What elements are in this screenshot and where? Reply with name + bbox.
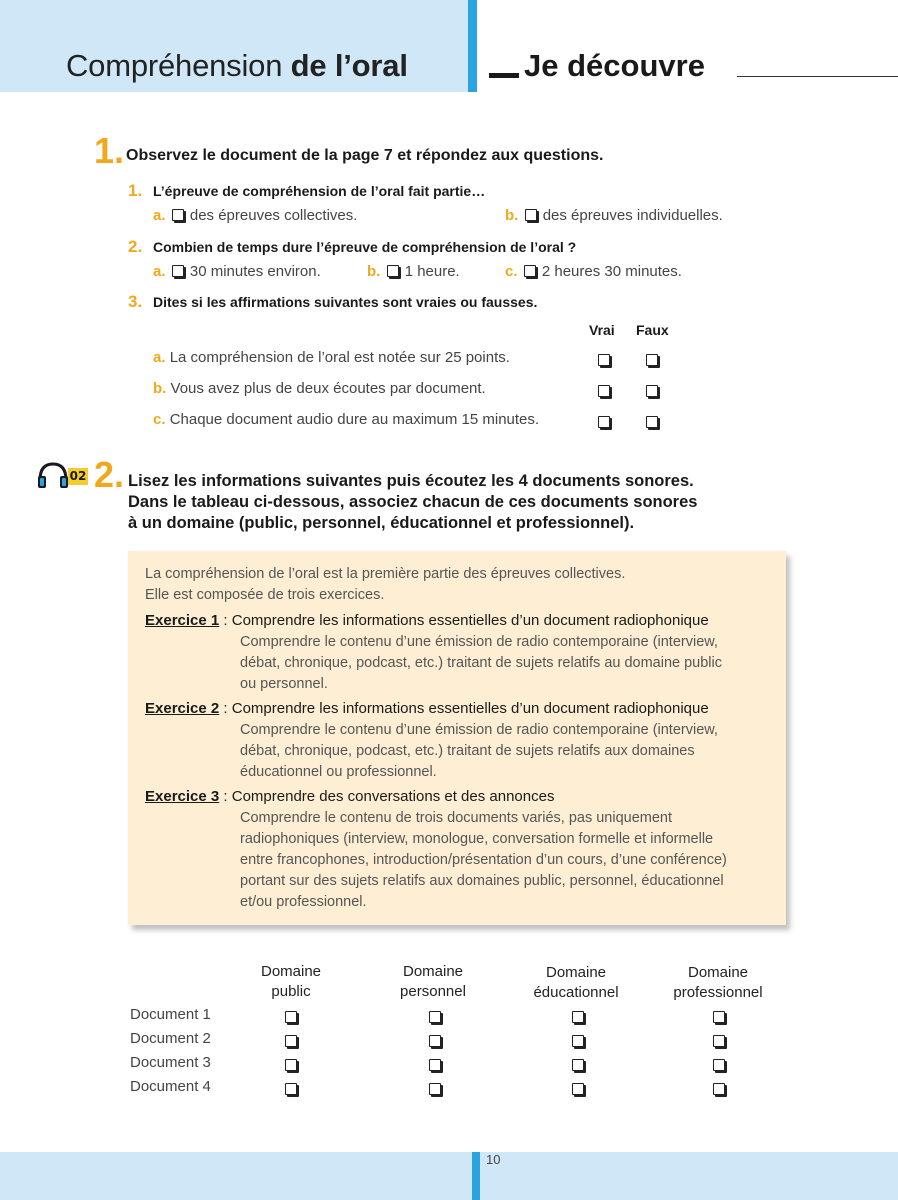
subtitle-rule [737, 76, 898, 77]
page-title: Compréhension de l’oral [66, 48, 408, 83]
row-label: Document 2 [130, 1030, 211, 1047]
exercise-3-desc: radiophoniques (interview, monologue, conversation formelle et informelle [240, 831, 714, 847]
false-column-header: Faux [636, 322, 669, 338]
sub-2-option-a[interactable]: a. 30 minutes environ. [153, 263, 321, 280]
exercise-3-heading: Exercice 3 : Comprendre des conversations et des annonces [145, 788, 555, 805]
row-label: Document 4 [130, 1078, 211, 1095]
exercise-3-desc: Comprendre le contenu de trois documents variés, pas uniquement [240, 810, 673, 826]
sub-2-option-b[interactable]: b. 1 heure. [367, 263, 460, 280]
sub-1-text: L’épreuve de compréhension de l’oral fait partie… [153, 183, 486, 199]
checkbox-doc2-personnel[interactable] [429, 1035, 441, 1047]
title-dash [489, 73, 519, 78]
false-checkbox-a[interactable] [646, 354, 658, 366]
exercise-2-desc: débat, chronique, podcast, etc.) traitant de sujets relatifs aux domaines [240, 743, 695, 759]
checkbox-doc1-public[interactable] [285, 1011, 297, 1023]
false-checkbox-b[interactable] [646, 385, 658, 397]
row-label: Document 3 [130, 1054, 211, 1071]
statement-a: a. La compréhension de l’oral est notée sur 25 points. [153, 349, 510, 366]
checkbox[interactable] [172, 209, 184, 221]
sub-3-text: Dites si les affirmations suivantes sont vraies ou fausses. [153, 294, 538, 310]
true-checkbox-a[interactable] [598, 354, 610, 366]
checkbox-doc2-educationnel[interactable] [572, 1035, 584, 1047]
exercise-3-desc: entre francophones, introduction/présentation d’un cours, d’une conférence) [240, 852, 727, 868]
checkbox[interactable] [172, 265, 184, 277]
checkbox[interactable] [387, 265, 399, 277]
checkbox-doc2-public[interactable] [285, 1035, 297, 1047]
checkbox[interactable] [525, 209, 537, 221]
checkbox-doc4-educationnel[interactable] [572, 1083, 584, 1095]
checkbox[interactable] [524, 265, 536, 277]
checkbox-doc4-public[interactable] [285, 1083, 297, 1095]
headphones-icon[interactable] [36, 460, 70, 490]
section-subtitle: Je découvre [524, 48, 705, 83]
checkbox-doc2-professionnel[interactable] [713, 1035, 725, 1047]
true-column-header: Vrai [589, 322, 615, 338]
exercise-2-desc: Comprendre le contenu d’une émission de radio contemporaine (interview, [240, 722, 718, 738]
exercise-1-heading: Exercice 1 : Comprendre les informations essentielles d’un document radiophonique [145, 612, 709, 629]
column-header-personnel: Domaine personnel [400, 963, 466, 1000]
exercise-1-desc: Comprendre le contenu d’une émission de radio contemporaine (interview, [240, 634, 718, 650]
info-intro: Elle est composée de trois exercices. [145, 587, 385, 603]
checkbox-doc1-personnel[interactable] [429, 1011, 441, 1023]
sub-1-number: 1. [128, 181, 143, 200]
page-number: 10 [486, 1152, 501, 1167]
sub-1-option-b[interactable]: b. des épreuves individuelles. [505, 207, 723, 224]
sub-2-number: 2. [128, 237, 143, 256]
column-header-educationnel: Domaine éducationnel [533, 964, 619, 1001]
sub-2-text: Combien de temps dure l’épreuve de compréhension de l’oral ? [153, 239, 577, 255]
info-box [128, 551, 786, 925]
true-checkbox-c[interactable] [598, 416, 610, 428]
statement-c: c. Chaque document audio dure au maximum 15 minutes. [153, 411, 540, 428]
exercise-2-desc: éducationnel ou professionnel. [240, 764, 437, 780]
checkbox-doc1-educationnel[interactable] [572, 1011, 584, 1023]
sub-2-option-c[interactable]: c. 2 heures 30 minutes. [505, 263, 682, 280]
sub-1-option-a[interactable]: a. des épreuves collectives. [153, 207, 358, 224]
false-checkbox-c[interactable] [646, 416, 658, 428]
checkbox-doc4-personnel[interactable] [429, 1083, 441, 1095]
exercise-3-desc: et/ou professionnel. [240, 894, 367, 910]
checkbox-doc4-professionnel[interactable] [713, 1083, 725, 1095]
checkbox-doc1-professionnel[interactable] [713, 1011, 725, 1023]
checkbox-doc3-educationnel[interactable] [572, 1059, 584, 1071]
checkbox-doc3-personnel[interactable] [429, 1059, 441, 1071]
question-1-number: 1. [94, 130, 125, 171]
exercise-1-desc: débat, chronique, podcast, etc.) traitant de sujets relatifs au domaine public [240, 655, 723, 671]
exercise-3-desc: portant sur des sujets relatifs aux domaines public, personnel, éducationnel [240, 873, 724, 889]
audio-track-badge: 02 [69, 469, 87, 483]
header-accent-bar [468, 0, 477, 92]
true-checkbox-b[interactable] [598, 385, 610, 397]
question-2-text: Lisez les informations suivantes puis écoutez les 4 documents sonores. Dans le tableau ci-dessous, associez chacun de ces documents sonores à un domaine (public, personnel, éducationnel et professionnel). [128, 472, 698, 532]
checkbox-doc3-public[interactable] [285, 1059, 297, 1071]
exercise-2-heading: Exercice 2 : Comprendre les informations essentielles d’un document radiophonique [145, 700, 709, 717]
column-header-public: Domaine public [260, 963, 322, 1000]
footer-accent-bar [472, 1152, 480, 1200]
footer-band [0, 1152, 898, 1200]
statement-b: b. Vous avez plus de deux écoutes par document. [153, 380, 486, 397]
row-label: Document 1 [130, 1006, 211, 1023]
question-1-text: Observez le document de la page 7 et répondez aux questions. [126, 147, 604, 164]
exercise-1-desc: ou personnel. [240, 676, 328, 692]
sub-3-number: 3. [128, 292, 143, 311]
info-intro: La compréhension de l’oral est la première partie des épreuves collectives. [145, 566, 626, 582]
checkbox-doc3-professionnel[interactable] [713, 1059, 725, 1071]
question-2-number: 2. [94, 454, 125, 495]
column-header-professionnel: Domaine professionnel [673, 964, 763, 1001]
